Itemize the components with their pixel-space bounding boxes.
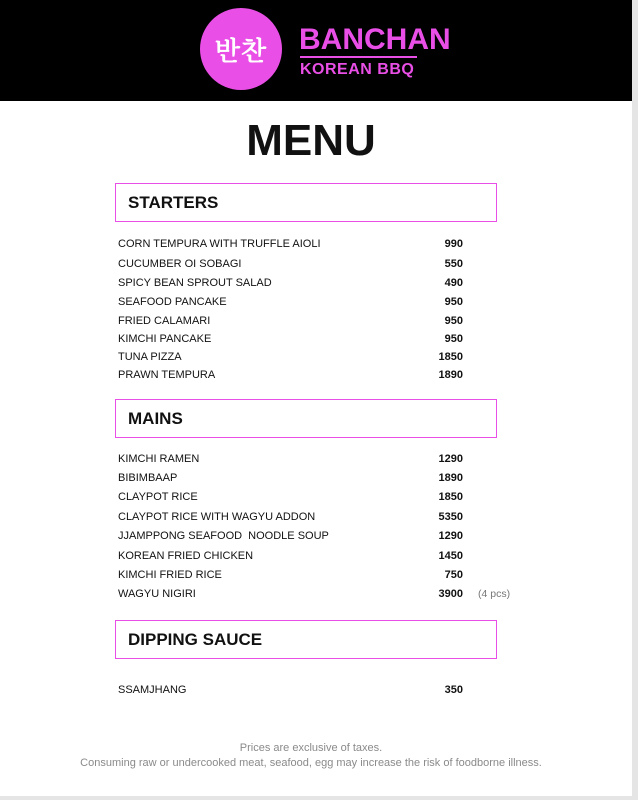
item-name: WAGYU NIGIRI	[118, 588, 196, 600]
item-price: 1290	[438, 530, 463, 542]
item-name: SPICY BEAN SPROUT SALAD	[118, 277, 272, 289]
item-price: 950	[444, 296, 463, 308]
menu-item	[118, 275, 518, 291]
item-name: KIMCHI RAMEN	[118, 453, 200, 465]
item-price: 5350	[438, 511, 463, 523]
item-name: CLAYPOT RICE	[118, 491, 198, 503]
menu-item	[118, 367, 518, 383]
item-note: (4 pcs)	[478, 588, 511, 600]
menu-item	[118, 528, 518, 544]
item-price: 1290	[438, 453, 463, 465]
section-header-starters	[115, 183, 497, 222]
item-price: 350	[444, 684, 463, 696]
footer-health-warning: Consuming raw or undercooked meat, seafood, egg may increase the risk of foodborne illness.	[80, 757, 542, 769]
menu-item	[118, 349, 518, 365]
item-price: 1890	[438, 369, 463, 381]
item-price: 750	[444, 569, 463, 581]
item-name: KIMCHI PANCAKE	[118, 333, 212, 345]
section-title: DIPPING SAUCE	[128, 630, 263, 649]
item-name: TUNA PIZZA	[118, 351, 182, 363]
item-name: SSAMJHANG	[118, 684, 187, 696]
item-price: 950	[444, 333, 463, 345]
menu-item	[118, 567, 518, 583]
item-price: 1850	[438, 351, 463, 363]
item-name: KIMCHI FRIED RICE	[118, 569, 222, 581]
menu-item	[118, 236, 518, 252]
item-price: 490	[444, 277, 463, 289]
section-header-mains	[115, 399, 497, 438]
item-name: CLAYPOT RICE WITH WAGYU ADDON	[118, 511, 316, 523]
item-price: 1450	[438, 550, 463, 562]
brand-subtitle: KOREAN BBQ	[300, 61, 415, 78]
menu-item	[118, 548, 518, 564]
footer-tax-note: Prices are exclusive of taxes.	[239, 742, 383, 754]
item-name: CORN TEMPURA WITH TRUFFLE AIOLI	[118, 238, 321, 250]
item-price: 1850	[438, 491, 463, 503]
page-title: MENU	[246, 116, 376, 165]
page-edge-right	[632, 0, 638, 800]
logo-badge	[200, 8, 282, 90]
menu-item	[118, 294, 518, 310]
menu-item	[118, 682, 518, 698]
menu-item	[118, 313, 518, 329]
item-price: 950	[444, 315, 463, 327]
menu-item	[118, 586, 518, 602]
item-name: KOREAN FRIED CHICKEN	[118, 550, 254, 562]
menu-item	[118, 331, 518, 347]
section-title: STARTERS	[128, 193, 219, 212]
item-price: 550	[444, 258, 463, 270]
item-price: 3900	[438, 588, 463, 600]
item-name: JJAMPPONG SEAFOOD NOODLE SOUP	[118, 530, 329, 542]
section-header-dipping-sauce	[115, 620, 497, 659]
item-name: PRAWN TEMPURA	[118, 369, 216, 381]
brand-name: BANCHAN	[299, 23, 451, 56]
menu-item	[118, 489, 518, 505]
item-name: SEAFOOD PANCAKE	[118, 296, 227, 308]
item-price: 990	[444, 238, 463, 250]
header-banner	[0, 0, 632, 101]
item-name: FRIED CALAMARI	[118, 315, 211, 327]
logo-text: 반찬	[214, 36, 268, 67]
item-name: BIBIMBAAP	[118, 472, 178, 484]
section-title: MAINS	[128, 409, 183, 428]
menu-item	[118, 509, 518, 525]
item-name: CUCUMBER OI SOBAGI	[118, 258, 242, 270]
menu-item	[118, 451, 518, 467]
item-price: 1890	[438, 472, 463, 484]
page-edge-bottom	[0, 796, 638, 800]
menu-item	[118, 470, 518, 486]
menu-item	[118, 256, 518, 272]
brand-divider	[300, 56, 417, 58]
